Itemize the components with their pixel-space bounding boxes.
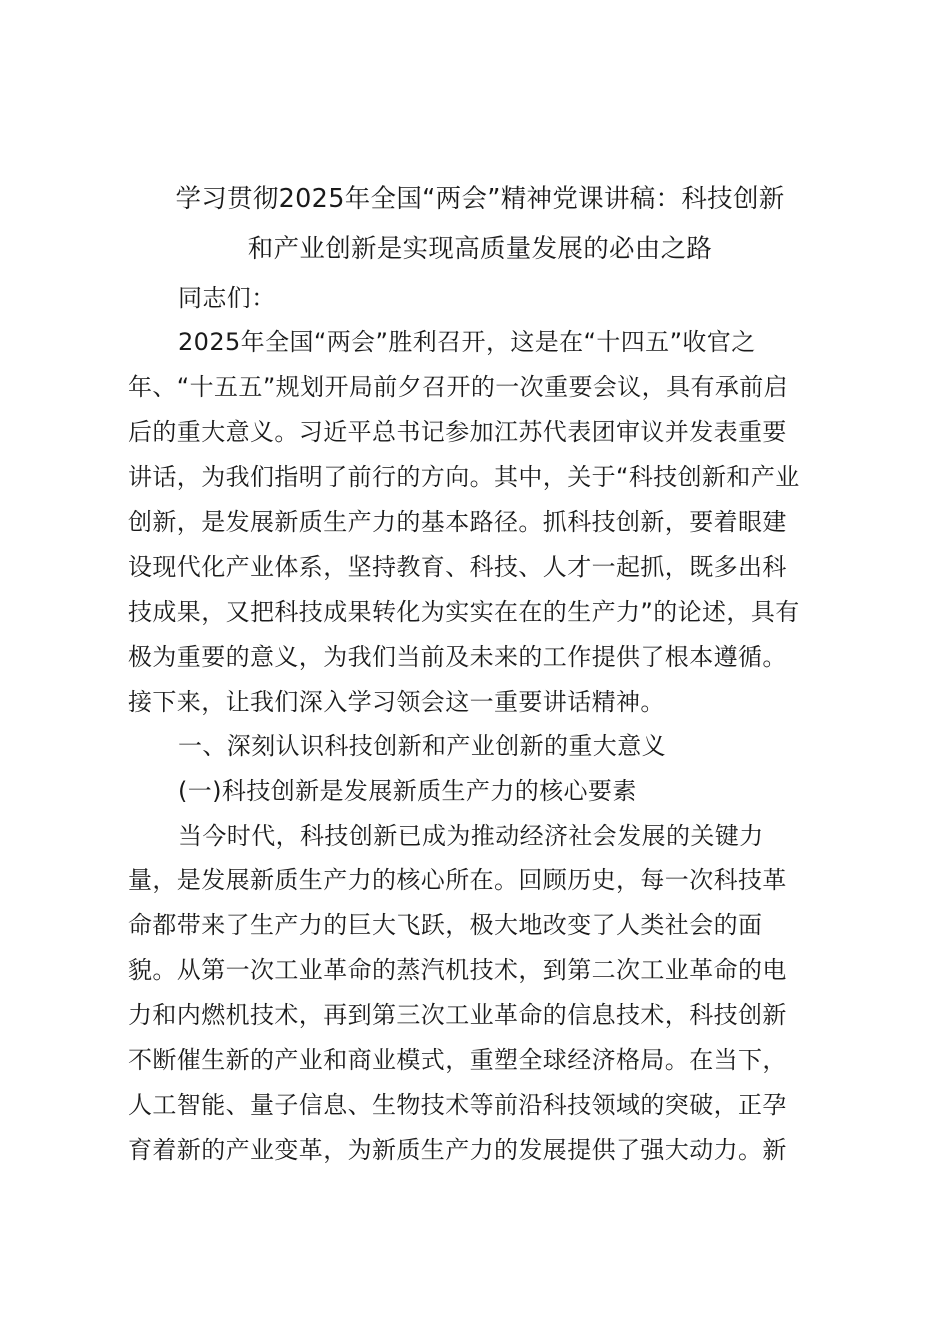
paragraph-line: 极为重要的意义，为我们当前及未来的工作提供了根本遵循。 bbox=[128, 643, 787, 671]
paragraph-line: 不断催生新的产业和商业模式，重塑全球经济格局。在当下， bbox=[128, 1046, 787, 1074]
paragraph-line: 力和内燃机技术，再到第三次工业革命的信息技术，科技创新 bbox=[128, 1001, 787, 1029]
paragraph-line: 2025年全国“两会”胜利召开，这是在“十四五”收官之 bbox=[178, 328, 756, 356]
paragraph-line: 创新，是发展新质生产力的基本路径。抓科技创新，要着眼建 bbox=[128, 508, 787, 536]
paragraph-line: 后的重大意义。习近平总书记参加江苏代表团审议并发表重要 bbox=[128, 418, 787, 446]
paragraph-line: 貌。从第一次工业革命的蒸汽机技术，到第二次工业革命的电 bbox=[128, 956, 787, 984]
paragraph-line: 设现代化产业体系，坚持教育、科技、人才一起抓，既多出科 bbox=[128, 553, 787, 581]
paragraph-line: 命都带来了生产力的巨大飞跃，极大地改变了人类社会的面 bbox=[128, 911, 763, 939]
paragraph-line: 接下来，让我们深入学习领会这一重要讲话精神。 bbox=[128, 688, 665, 716]
section-heading: 一、深刻认识科技创新和产业创新的重大意义 bbox=[178, 732, 666, 760]
paragraph-line: 人工智能、量子信息、生物技术等前沿科技领域的突破，正孕 bbox=[128, 1091, 787, 1119]
paragraph-line: 讲话，为我们指明了前行的方向。其中，关于“科技创新和产业 bbox=[128, 463, 800, 491]
paragraph-line: 量，是发展新质生产力的核心所在。回顾历史，每一次科技革 bbox=[128, 866, 787, 894]
paragraph-line: 育着新的产业变革，为新质生产力的发展提供了强大动力。新 bbox=[128, 1136, 787, 1164]
salutation: 同志们： bbox=[178, 284, 276, 312]
paragraph-line: 技成果，又把科技成果转化为实实在在的生产力”的论述，具有 bbox=[128, 598, 800, 626]
subsection-heading: (一)科技创新是发展新质生产力的核心要素 bbox=[178, 777, 637, 805]
paragraph-line: 当今时代，科技创新已成为推动经济社会发展的关键力 bbox=[178, 822, 764, 850]
document-title-line-2: 和产业创新是实现高质量发展的必由之路 bbox=[247, 234, 713, 264]
paragraph-line: 年、“十五五”规划开局前夕召开的一次重要会议，具有承前启 bbox=[128, 373, 789, 401]
document-title-line-1: 学习贯彻2025年全国“两会”精神党课讲稿：科技创新 bbox=[175, 184, 785, 214]
